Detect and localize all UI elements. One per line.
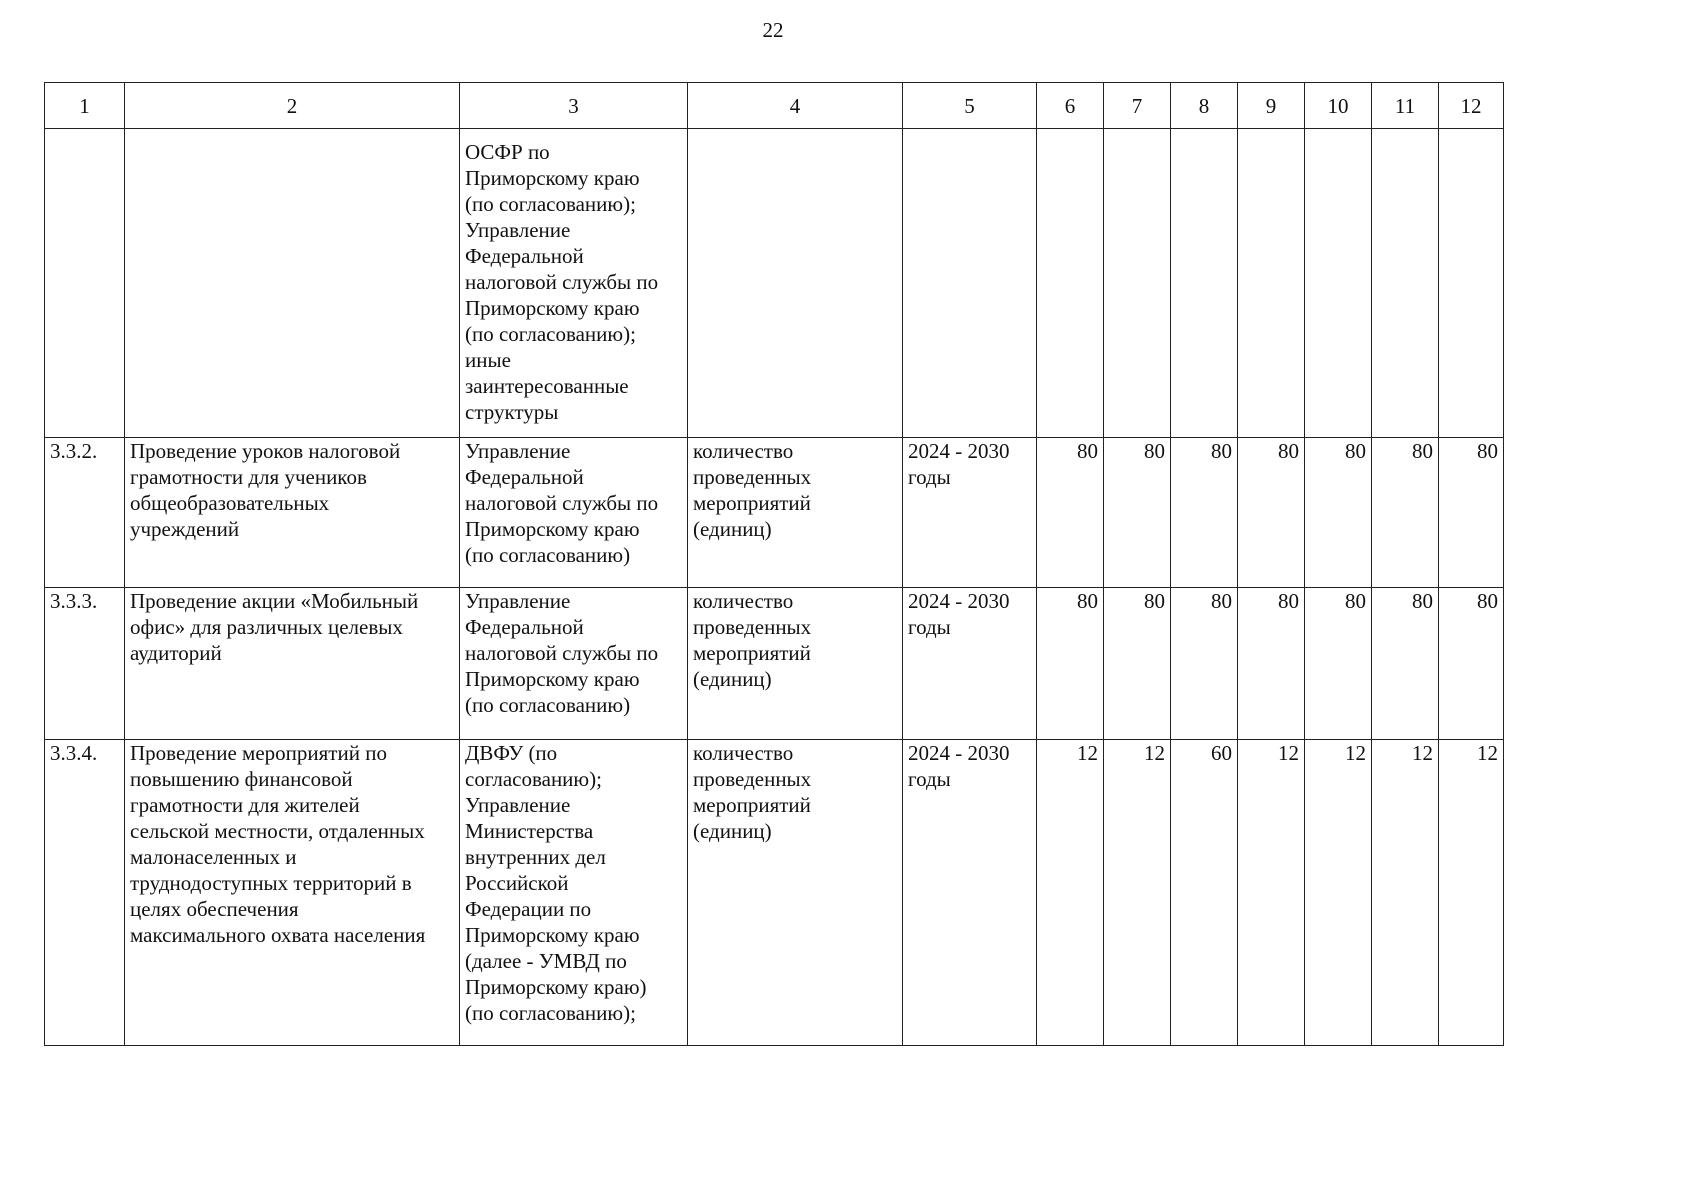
cell-indicator bbox=[688, 129, 903, 438]
cell-value-8: 80 bbox=[1171, 438, 1238, 588]
cell-value-8 bbox=[1171, 129, 1238, 438]
cell-value-9: 80 bbox=[1238, 588, 1305, 740]
cell-value-9: 12 bbox=[1238, 740, 1305, 1046]
cell-value-8: 60 bbox=[1171, 740, 1238, 1046]
cell-value-9 bbox=[1238, 129, 1305, 438]
cell-value-11: 80 bbox=[1372, 438, 1439, 588]
table-row bbox=[45, 588, 1504, 740]
header-col-2: 2 bbox=[125, 83, 460, 129]
cell-value-6: 80 bbox=[1037, 588, 1104, 740]
header-col-12: 12 bbox=[1439, 83, 1504, 129]
cell-value-12: 80 bbox=[1439, 588, 1504, 740]
cell-executors: Управление Федеральной налоговой службы по Приморскому краю (по согласованию) bbox=[460, 438, 688, 588]
header-col-5: 5 bbox=[903, 83, 1037, 129]
cell-value-12 bbox=[1439, 129, 1504, 438]
cell-measure bbox=[125, 129, 460, 438]
header-col-10: 10 bbox=[1305, 83, 1372, 129]
cell-value-10: 80 bbox=[1305, 588, 1372, 740]
header-col-7: 7 bbox=[1104, 83, 1171, 129]
cell-value-11: 80 bbox=[1372, 588, 1439, 740]
cell-number: 3.3.3. bbox=[45, 588, 125, 740]
cell-value-7: 12 bbox=[1104, 740, 1171, 1046]
cell-period: 2024 - 2030 годы bbox=[903, 438, 1037, 588]
table-row bbox=[45, 129, 1504, 438]
cell-value-6: 80 bbox=[1037, 438, 1104, 588]
cell-number: 3.3.4. bbox=[45, 740, 125, 1046]
header-col-11: 11 bbox=[1372, 83, 1439, 129]
header-row bbox=[45, 83, 1504, 129]
measures-table bbox=[44, 82, 1504, 1046]
cell-number bbox=[45, 129, 125, 438]
cell-value-9: 80 bbox=[1238, 438, 1305, 588]
cell-measure: Проведение уроков налоговой грамотности для учеников общеобразовательных учреждений bbox=[125, 438, 460, 588]
cell-period: 2024 - 2030 годы bbox=[903, 740, 1037, 1046]
header-col-9: 9 bbox=[1238, 83, 1305, 129]
cell-value-8: 80 bbox=[1171, 588, 1238, 740]
cell-value-10 bbox=[1305, 129, 1372, 438]
header-col-6: 6 bbox=[1037, 83, 1104, 129]
cell-indicator: количество проведенных мероприятий (единиц) bbox=[688, 588, 903, 740]
cell-executors: ОСФР по Приморскому краю (по согласованию); Управление Федеральной налоговой службы по Приморскому краю (по согласованию); иные заинтересованные структуры bbox=[460, 129, 688, 438]
cell-value-10: 80 bbox=[1305, 438, 1372, 588]
header-col-1: 1 bbox=[45, 83, 125, 129]
cell-period: 2024 - 2030 годы bbox=[903, 588, 1037, 740]
cell-value-7: 80 bbox=[1104, 588, 1171, 740]
cell-value-7: 80 bbox=[1104, 438, 1171, 588]
cell-value-6 bbox=[1037, 129, 1104, 438]
cell-value-7 bbox=[1104, 129, 1171, 438]
cell-value-6: 12 bbox=[1037, 740, 1104, 1046]
table-row bbox=[45, 740, 1504, 1046]
header-col-8: 8 bbox=[1171, 83, 1238, 129]
cell-executors: ДВФУ (по согласованию); Управление Министерства внутренних дел Российской Федерации по Приморскому краю (далее - УМВД по Приморскому краю) (по согласованию); bbox=[460, 740, 688, 1046]
cell-executors: Управление Федеральной налоговой службы по Приморскому краю (по согласованию) bbox=[460, 588, 688, 740]
cell-value-12: 80 bbox=[1439, 438, 1504, 588]
table-row bbox=[45, 438, 1504, 588]
cell-value-10: 12 bbox=[1305, 740, 1372, 1046]
cell-number: 3.3.2. bbox=[45, 438, 125, 588]
cell-indicator: количество проведенных мероприятий (единиц) bbox=[688, 740, 903, 1046]
cell-period bbox=[903, 129, 1037, 438]
cell-measure: Проведение мероприятий по повышению финансовой грамотности для жителей сельской местности, отдаленных малонаселенных и труднодоступных территорий в целях обеспечения максимального охвата населения bbox=[125, 740, 460, 1046]
page-number: 22 bbox=[762, 18, 784, 42]
cell-value-12: 12 bbox=[1439, 740, 1504, 1046]
header-col-3: 3 bbox=[460, 83, 688, 129]
cell-indicator: количество проведенных мероприятий (единиц) bbox=[688, 438, 903, 588]
header-col-4: 4 bbox=[688, 83, 903, 129]
cell-value-11 bbox=[1372, 129, 1439, 438]
cell-value-11: 12 bbox=[1372, 740, 1439, 1046]
cell-measure: Проведение акции «Мобильный офис» для различных целевых аудиторий bbox=[125, 588, 460, 740]
